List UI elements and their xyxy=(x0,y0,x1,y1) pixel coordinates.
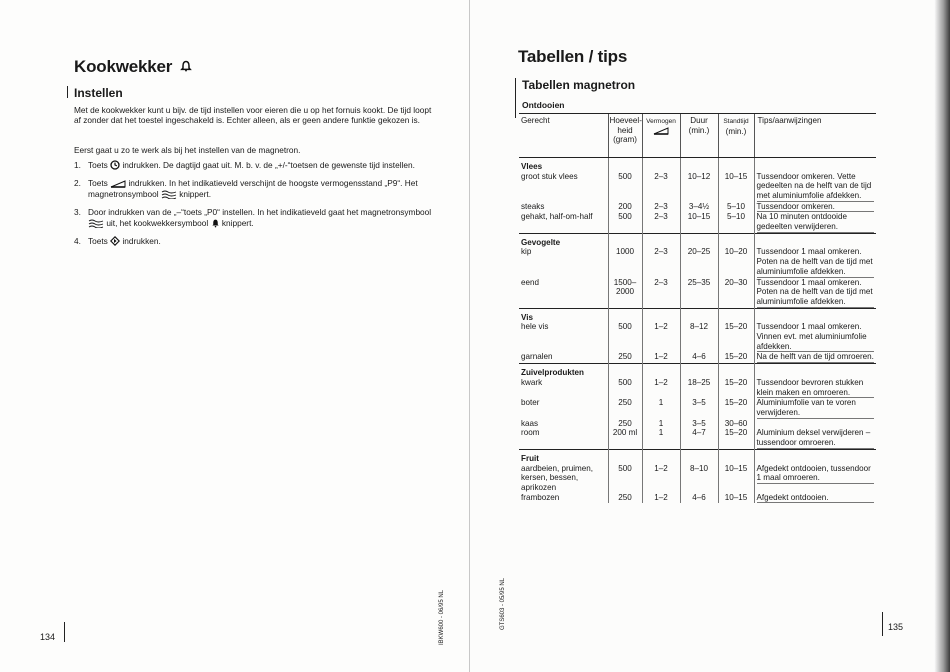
power-cell: 1–2 xyxy=(642,493,680,504)
empty-cell xyxy=(608,449,642,463)
tip-text: Tussendoor 1 maal omkeren. Poten na de helft van de tijd met aluminiumfolie afdekken. xyxy=(756,247,873,276)
power-cell: 2–3 xyxy=(642,247,680,277)
empty-cell xyxy=(642,308,680,322)
duration-cell: 10–12 xyxy=(680,172,718,202)
empty-cell xyxy=(718,364,754,378)
power-cell: 1 xyxy=(642,398,680,418)
page-title-tabellen: Tabellen / tips xyxy=(518,47,628,66)
category-label: Vlees xyxy=(519,157,608,171)
amount-cell: 500 xyxy=(608,464,642,493)
table-row xyxy=(519,202,876,213)
page-number-rule xyxy=(64,622,65,642)
dish-cell: groot stuk vlees xyxy=(521,171,578,181)
category-row xyxy=(519,157,876,171)
empty-cell xyxy=(718,449,754,463)
empty-cell xyxy=(718,233,754,247)
empty-cell xyxy=(754,308,876,322)
table-row xyxy=(519,419,876,429)
tip-text: Aluminiumfolie van te voren verwijderen. xyxy=(757,398,875,418)
duration-cell: 3–4½ xyxy=(680,202,718,213)
column-header-standtijd: Standtijd (min.) xyxy=(718,114,754,158)
category-row xyxy=(519,233,876,247)
standing-time-cell: 5–10 xyxy=(718,202,754,213)
tip-text: Aluminium deksel verwijderen – tussendoor omroeren. xyxy=(757,428,875,448)
power-cell: 1 xyxy=(642,428,680,449)
power-cell: 2–3 xyxy=(642,172,680,202)
subsection-title-ontdooien: Ontdooien xyxy=(522,100,565,110)
dish-cell: kaas xyxy=(521,418,539,428)
section-bar xyxy=(67,86,68,98)
intro-paragraph: Met de kookwekker kunt u bijv. de tijd instellen voor eieren die u op het fornuis kookt. De tijd loopt af zonder dat het toestel ingeschakeld is. Echter alleen, als er geen andere funktie gekozen is. xyxy=(74,105,432,126)
tip-cell xyxy=(754,202,876,213)
standing-time-cell: 10–15 xyxy=(718,493,754,504)
empty-cell xyxy=(642,157,680,171)
amount-cell: 250 xyxy=(608,419,642,429)
table-row xyxy=(519,278,876,309)
category-row xyxy=(519,364,876,378)
empty-cell xyxy=(608,308,642,322)
standing-time-cell: 15–20 xyxy=(718,428,754,449)
tip-text: Tussendoor 1 maal omkeren. Poten na de helft van de tijd met aluminiumfolie afdekken. xyxy=(756,277,873,306)
duration-cell: 25–35 xyxy=(680,278,718,309)
tip-text: Na de helft van de tijd omroeren. xyxy=(756,352,874,362)
table-row xyxy=(519,172,876,202)
empty-cell xyxy=(680,308,718,322)
section-title-instellen: Instellen xyxy=(74,86,123,100)
standing-time-cell: 10–20 xyxy=(718,247,754,277)
bell-icon xyxy=(180,60,192,72)
tip-text: Tussendoor omkeren. xyxy=(757,202,875,213)
dish-cell: steaks xyxy=(521,201,545,211)
column-header-hoeveelheid: Hoeveel- heid (gram) xyxy=(608,114,642,158)
empty-cell xyxy=(680,233,718,247)
power-cell: 1–2 xyxy=(642,378,680,398)
tip-cell xyxy=(754,172,876,202)
step-text: indrukken. De dagtijd gaat uit. M. b. v. de „+/-“toetsen de gewenste tijd instellen. xyxy=(122,160,415,170)
tip-text: Tussendoor 1 maal omkeren. Vinnen evt. met aluminiumfolie afdekken. xyxy=(757,322,875,352)
empty-cell xyxy=(718,157,754,171)
empty-cell xyxy=(754,449,876,463)
amount-cell: 1500–2000 xyxy=(608,278,642,309)
empty-cell xyxy=(754,233,876,247)
tip-cell xyxy=(754,464,876,493)
duration-cell: 3–5 xyxy=(680,398,718,418)
amount-cell: 250 xyxy=(608,352,642,363)
clock-key-icon xyxy=(110,160,120,170)
tip-cell xyxy=(754,322,876,352)
column-header-gerecht: Gerecht xyxy=(519,114,608,158)
standing-time-cell: 20–30 xyxy=(718,278,754,309)
left-page xyxy=(0,0,470,672)
step-text: uit, het kookwekkersymbool xyxy=(106,217,209,228)
microwave-waves-icon xyxy=(161,190,177,199)
category-label: Vis xyxy=(519,308,608,322)
document-code-right: GTS603 - 05/95 NL xyxy=(500,577,506,630)
step-3 xyxy=(74,207,434,228)
step-2 xyxy=(74,178,434,199)
tip-cell xyxy=(754,428,876,449)
dish-cell: aardbeien, pruimen, kersen, bessen, aprikozen xyxy=(521,463,593,492)
tip-cell xyxy=(754,419,876,429)
duration-cell: 20–25 xyxy=(680,247,718,277)
right-page xyxy=(470,0,950,672)
duration-cell: 4–6 xyxy=(680,493,718,504)
step-4 xyxy=(74,236,434,246)
power-cell: 2–3 xyxy=(642,278,680,309)
amount-cell: 500 xyxy=(608,172,642,202)
tip-cell xyxy=(754,247,876,277)
power-cell: 1–2 xyxy=(642,464,680,493)
amount-cell: 200 ml xyxy=(608,428,642,449)
step-text: indrukken. xyxy=(122,236,161,247)
dish-cell: garnalen xyxy=(521,352,553,362)
bell-icon xyxy=(211,218,220,228)
column-header-tips: Tips/aanwijzingen xyxy=(754,114,876,158)
table-row xyxy=(519,352,876,363)
standing-time-cell: 10–15 xyxy=(718,464,754,493)
power-cell: 2–3 xyxy=(642,202,680,213)
tip-cell xyxy=(754,278,876,309)
table-row xyxy=(519,464,876,493)
tip-text: Tussendoor omkeren. Vette gedeelten na de helft van de tijd met aluminiumfolie afdekken. xyxy=(757,172,875,202)
step-number: 1. xyxy=(74,160,81,170)
empty-cell xyxy=(680,449,718,463)
page-number-right: 135 xyxy=(888,622,904,632)
power-wedge-icon xyxy=(653,127,669,135)
column-header-vermogen: Vermogen xyxy=(642,114,680,158)
category-label: Zuivelprodukten xyxy=(519,364,608,378)
tip-text: Tussendoor bevroren stukken klein maken en omroeren. xyxy=(757,378,875,398)
empty-cell xyxy=(608,233,642,247)
table-row xyxy=(519,212,876,233)
duration-cell: 4–6 xyxy=(680,352,718,363)
microwave-waves-icon xyxy=(88,219,104,228)
category-label: Fruit xyxy=(519,449,608,463)
note-paragraph: Eerst gaat u zo te werk als bij het instellen van de magnetron. xyxy=(74,145,301,155)
amount-cell: 1000 xyxy=(608,247,642,277)
power-cell: 1–2 xyxy=(642,352,680,363)
standing-time-cell: 30–60 xyxy=(718,419,754,429)
tip-cell xyxy=(754,378,876,398)
duration-cell: 18–25 xyxy=(680,378,718,398)
dish-cell: boter xyxy=(521,398,540,408)
document-code-left: IBKW600 - 06/95 NL xyxy=(439,589,445,645)
table-row xyxy=(519,247,876,277)
amount-cell: 500 xyxy=(608,378,642,398)
category-row xyxy=(519,308,876,322)
empty-cell xyxy=(680,157,718,171)
empty-cell xyxy=(608,157,642,171)
dish-cell: room xyxy=(521,428,540,438)
title-text: Kookwekker xyxy=(74,57,173,76)
duration-cell: 8–12 xyxy=(680,322,718,352)
empty-cell xyxy=(680,364,718,378)
dish-cell: eend xyxy=(521,277,540,287)
section-bar xyxy=(515,78,516,118)
standing-time-cell: 15–20 xyxy=(718,322,754,352)
table-row xyxy=(519,378,876,398)
step-text: knippert. xyxy=(179,188,212,199)
tip-text: Afgedekt ontdooien, tussendoor 1 maal omroeren. xyxy=(757,464,875,484)
tip-cell xyxy=(754,352,876,363)
amount-cell: 250 xyxy=(608,493,642,504)
tip-cell xyxy=(754,212,876,233)
section-title-tabellen-magnetron: Tabellen magnetron xyxy=(522,78,636,92)
step-text: Toets xyxy=(88,178,108,189)
step-text: Toets xyxy=(88,160,108,170)
category-row xyxy=(519,449,876,463)
dish-cell: kip xyxy=(521,247,532,257)
step-number: 4. xyxy=(74,236,81,247)
duration-cell: 3–5 xyxy=(680,419,718,429)
duration-cell: 4–7 xyxy=(680,428,718,449)
step-text: indrukken. In het indikatieveld verschijnt de hoogste vermogensstand „P9“. Het magnetronsymbool xyxy=(88,178,418,199)
power-wedge-icon xyxy=(110,180,126,188)
standing-time-cell: 15–20 xyxy=(718,398,754,418)
table-row xyxy=(519,322,876,352)
tip-cell xyxy=(754,493,876,504)
tip-text: Afgedekt ontdooien. xyxy=(757,493,875,504)
empty-cell xyxy=(642,233,680,247)
empty-cell xyxy=(754,157,876,171)
table-row xyxy=(519,398,876,418)
empty-cell xyxy=(642,364,680,378)
standing-time-cell: 15–20 xyxy=(718,352,754,363)
power-cell: 2–3 xyxy=(642,212,680,233)
step-number: 2. xyxy=(74,178,81,189)
standing-time-cell: 15–20 xyxy=(718,378,754,398)
amount-cell: 250 xyxy=(608,398,642,418)
page-number-rule xyxy=(882,612,883,636)
power-cell: 1–2 xyxy=(642,322,680,352)
empty-cell xyxy=(754,364,876,378)
dish-cell: gehakt, half-om-half xyxy=(521,212,593,222)
amount-cell: 500 xyxy=(608,212,642,233)
standing-time-cell: 5–10 xyxy=(718,212,754,233)
dish-cell: hele vis xyxy=(521,322,549,332)
steps-list xyxy=(74,160,434,254)
tip-text: Na 10 minuten ontdooide gedeelten verwijderen. xyxy=(757,212,875,232)
page-number-left: 134 xyxy=(40,632,56,642)
column-header-duur: Duur (min.) xyxy=(680,114,718,158)
page-edge-shadow xyxy=(934,0,950,672)
defrost-table xyxy=(519,113,876,503)
step-number: 3. xyxy=(74,207,81,218)
step-text: Toets xyxy=(88,236,108,247)
tip-cell xyxy=(754,398,876,418)
page-title-kookwekker xyxy=(74,57,192,77)
amount-cell: 500 xyxy=(608,322,642,352)
dish-cell: frambozen xyxy=(521,492,560,502)
empty-cell xyxy=(608,364,642,378)
empty-cell xyxy=(642,449,680,463)
table-row xyxy=(519,493,876,504)
dish-cell: kwark xyxy=(521,377,543,387)
step-text: Door indrukken van de „–“toets „P0“ instellen. In het indikatieveld gaat het magnetronsymbool xyxy=(88,207,432,218)
duration-cell: 10–15 xyxy=(680,212,718,233)
table-row xyxy=(519,428,876,449)
standing-time-cell: 10–15 xyxy=(718,172,754,202)
table-header-row xyxy=(519,114,876,158)
start-key-icon xyxy=(110,236,120,246)
category-label: Gevogelte xyxy=(519,233,608,247)
power-cell: 1 xyxy=(642,419,680,429)
step-text: knippert. xyxy=(221,217,254,228)
step-1 xyxy=(74,160,434,170)
table-body xyxy=(519,157,876,503)
amount-cell: 200 xyxy=(608,202,642,213)
empty-cell xyxy=(718,308,754,322)
duration-cell: 8–10 xyxy=(680,464,718,493)
